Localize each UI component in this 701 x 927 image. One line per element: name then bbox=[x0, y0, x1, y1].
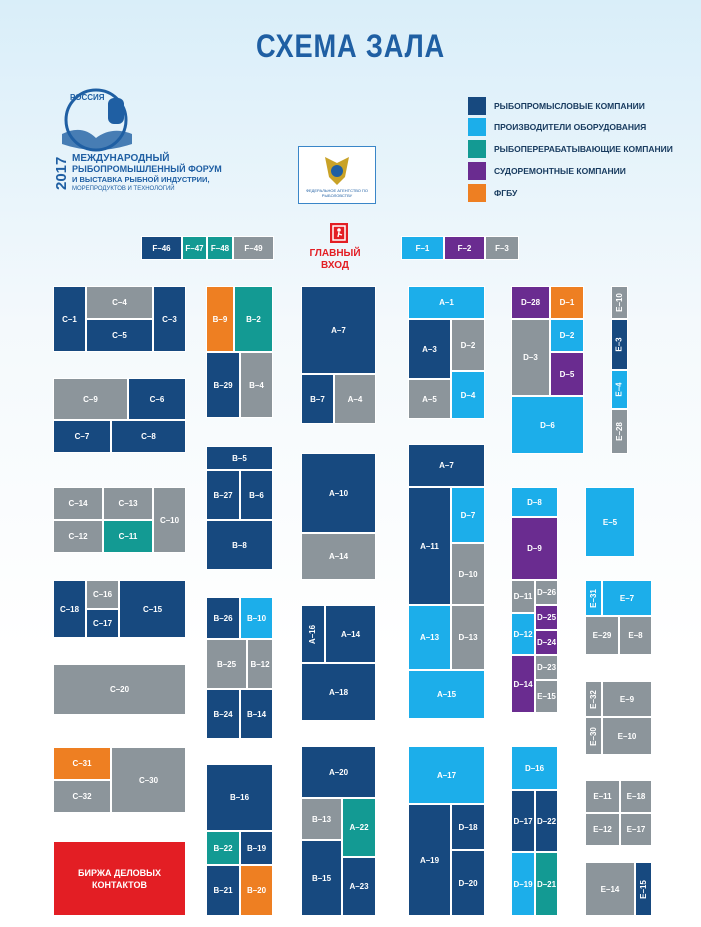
booth-label: E–3 bbox=[614, 337, 624, 352]
booth-label: B–21 bbox=[213, 886, 233, 895]
agency-name: ФЕДЕРАЛЬНОЕ АГЕНТСТВО ПО РЫБОЛОВСТВУ bbox=[305, 188, 369, 198]
booth[interactable] bbox=[206, 446, 273, 470]
agency-logo bbox=[298, 146, 376, 204]
booth-label: A–3 bbox=[422, 344, 437, 354]
booth[interactable] bbox=[247, 639, 273, 689]
legend-swatch bbox=[468, 162, 486, 180]
booth[interactable] bbox=[240, 689, 273, 739]
main-entrance bbox=[305, 248, 365, 272]
booth-label: D–23 bbox=[536, 663, 557, 672]
booth[interactable] bbox=[206, 865, 240, 916]
legend-item-processing bbox=[468, 140, 673, 158]
booth-label: B–22 bbox=[213, 843, 233, 853]
booth[interactable] bbox=[301, 663, 376, 721]
booth[interactable] bbox=[53, 420, 111, 453]
booth[interactable] bbox=[53, 378, 128, 420]
booth[interactable] bbox=[451, 543, 485, 605]
booth-label: A–16 bbox=[308, 624, 318, 644]
booth[interactable] bbox=[585, 780, 620, 813]
booth-label: D–20 bbox=[458, 878, 478, 888]
booth-label: C–15 bbox=[142, 604, 163, 614]
booth[interactable] bbox=[206, 286, 234, 352]
booth-label: E–12 bbox=[593, 825, 612, 834]
booth[interactable] bbox=[182, 236, 207, 260]
booth-label: E–15 bbox=[639, 879, 648, 899]
booth[interactable] bbox=[611, 286, 628, 319]
booth[interactable] bbox=[585, 487, 635, 557]
booth[interactable] bbox=[535, 630, 558, 655]
booth[interactable] bbox=[301, 533, 376, 580]
booth[interactable] bbox=[451, 605, 485, 670]
booth[interactable] bbox=[53, 520, 103, 553]
legend-label: РЫБОПЕРЕРАБАТЫВАЮЩИЕ КОМПАНИИ bbox=[494, 144, 673, 154]
booth[interactable] bbox=[511, 396, 584, 454]
forum-logo bbox=[52, 86, 252, 201]
booth[interactable] bbox=[444, 236, 485, 260]
booth-label: A–10 bbox=[328, 488, 349, 498]
booth-label: E–31 bbox=[589, 588, 598, 608]
booth[interactable] bbox=[550, 319, 584, 352]
booth-label: B–13 bbox=[311, 814, 332, 824]
legend-swatch bbox=[468, 118, 486, 136]
booth-label: F–49 bbox=[244, 243, 263, 253]
booth-label: B–26 bbox=[213, 613, 233, 623]
booth-label: A–14 bbox=[340, 629, 361, 639]
booth[interactable] bbox=[111, 420, 186, 453]
booth-label: E–7 bbox=[619, 593, 635, 603]
booth-label: C–10 bbox=[159, 515, 180, 525]
booth[interactable] bbox=[550, 286, 584, 319]
legend-swatch bbox=[468, 97, 486, 115]
booth-label: F–1 bbox=[415, 243, 430, 253]
legend-item-fishing bbox=[468, 97, 645, 115]
booth-label: A–20 bbox=[328, 767, 349, 777]
booth-label: A–11 bbox=[420, 541, 439, 551]
booth-label: A–4 bbox=[347, 394, 363, 404]
booth-label: E–10 bbox=[617, 731, 637, 741]
booth[interactable] bbox=[408, 605, 451, 670]
booth-label: C–31 bbox=[72, 759, 92, 768]
booth[interactable] bbox=[206, 689, 240, 739]
booth-label: C–17 bbox=[92, 619, 113, 628]
booth-label: E–10 bbox=[615, 293, 624, 312]
booth-label: D–7 bbox=[460, 510, 476, 520]
booth[interactable] bbox=[602, 717, 652, 755]
legend-label: РЫБОПРОМЫСЛОВЫЕ КОМПАНИИ bbox=[494, 101, 645, 111]
booth-label: D–26 bbox=[536, 588, 557, 597]
booth-label: D–11 bbox=[513, 592, 533, 601]
booth[interactable] bbox=[141, 236, 182, 260]
legend-swatch bbox=[468, 140, 486, 158]
booth-label: A–14 bbox=[328, 552, 349, 561]
booth-label: B–5 bbox=[232, 453, 247, 463]
booth[interactable] bbox=[206, 470, 240, 520]
booth[interactable] bbox=[585, 681, 602, 717]
logo-line-2: РЫБОПРОМЫШЛЕННЫЙ ФОРУМ bbox=[72, 164, 222, 174]
booth[interactable] bbox=[53, 286, 86, 352]
booth-label: B–4 bbox=[249, 380, 264, 390]
booth[interactable] bbox=[206, 639, 247, 689]
booth-label: A–22 bbox=[349, 823, 369, 832]
booth[interactable] bbox=[234, 286, 273, 352]
booth-label: E–29 bbox=[592, 631, 612, 640]
booth[interactable] bbox=[103, 520, 153, 553]
logo-line-4: МОРЕПРОДУКТОВ И ТЕХНОЛОГИЙ bbox=[72, 186, 175, 192]
booth-label: C–6 bbox=[149, 394, 165, 404]
booth-label: C–1 bbox=[62, 314, 77, 324]
booth-label: A–19 bbox=[419, 855, 440, 865]
booth[interactable] bbox=[611, 319, 628, 370]
booth-label: D–14 bbox=[513, 679, 533, 689]
booth-label: C–9 bbox=[83, 394, 98, 404]
booth-label: E–30 bbox=[589, 726, 598, 746]
booth[interactable] bbox=[620, 813, 652, 846]
business-exchange-booth[interactable] bbox=[53, 841, 186, 916]
booth-label: A–5 bbox=[422, 394, 437, 404]
logo-country: РОССИЯ bbox=[70, 93, 105, 102]
booth-label: B–8 bbox=[232, 540, 247, 550]
booth[interactable] bbox=[451, 371, 485, 419]
booth-label: D–25 bbox=[536, 613, 557, 622]
booth[interactable] bbox=[511, 517, 558, 580]
booth[interactable] bbox=[301, 286, 376, 374]
booth-label: E–18 bbox=[626, 792, 646, 801]
booth-label: D–8 bbox=[527, 497, 542, 507]
booth[interactable] bbox=[301, 453, 376, 533]
booth[interactable] bbox=[408, 319, 451, 379]
booth[interactable] bbox=[408, 746, 485, 804]
booth[interactable] bbox=[206, 352, 240, 418]
booth[interactable] bbox=[401, 236, 444, 260]
booth[interactable] bbox=[550, 352, 584, 396]
booth-label: B–10 bbox=[246, 613, 267, 623]
booth-label: C–20 bbox=[109, 685, 130, 694]
booth[interactable] bbox=[53, 487, 103, 520]
booth-label: C–8 bbox=[141, 432, 156, 441]
booth[interactable] bbox=[111, 747, 186, 813]
booth[interactable] bbox=[535, 852, 558, 916]
booth[interactable] bbox=[119, 580, 186, 638]
legend-label: СУДОРЕМОНТНЫЕ КОМПАНИИ bbox=[494, 166, 626, 176]
booth-label: C–16 bbox=[92, 590, 113, 599]
booth-label: C–30 bbox=[138, 775, 159, 785]
booth-label: E–15 bbox=[537, 692, 556, 701]
booth-label: D–2 bbox=[559, 331, 575, 340]
booth-label: E–14 bbox=[600, 884, 620, 894]
booth-label: E–11 bbox=[593, 792, 612, 801]
booth[interactable] bbox=[511, 613, 535, 655]
logo-line-3: И ВЫСТАВКА РЫБНОЙ ИНДУСТРИИ, bbox=[72, 175, 210, 184]
booth-label: F–47 bbox=[185, 243, 204, 253]
entrance-line-1: ГЛАВНЫЙ bbox=[309, 248, 361, 259]
booth-label: C–18 bbox=[59, 604, 80, 614]
booth-label: A–7 bbox=[439, 461, 454, 470]
booth-label: B–7 bbox=[310, 394, 325, 404]
booth-label: B–9 bbox=[212, 314, 228, 324]
booth[interactable] bbox=[602, 580, 652, 616]
booth-label: B–25 bbox=[216, 659, 237, 669]
legend-item-fgbu bbox=[468, 184, 517, 202]
booth[interactable] bbox=[408, 487, 451, 605]
booth[interactable] bbox=[408, 379, 451, 419]
booth[interactable] bbox=[511, 655, 535, 713]
booth-label: A–7 bbox=[331, 325, 346, 335]
booth-label: D–2 bbox=[460, 340, 476, 350]
booth-label: B–15 bbox=[311, 873, 332, 883]
booth-label: A–15 bbox=[436, 690, 457, 699]
booth-label: C–12 bbox=[68, 532, 88, 541]
booth-label: F–3 bbox=[495, 243, 509, 253]
booth[interactable] bbox=[301, 798, 342, 840]
booth-label: C–14 bbox=[68, 499, 88, 508]
booth-label: D–3 bbox=[523, 353, 538, 362]
booth-label: E–4 bbox=[614, 382, 624, 397]
booth-label: C–4 bbox=[112, 298, 127, 307]
legend-label: ПРОИЗВОДИТЕЛИ ОБОРУДОВАНИЯ bbox=[494, 122, 647, 132]
booth[interactable] bbox=[240, 352, 273, 418]
booth-label: D–24 bbox=[536, 638, 557, 647]
booth-label: B–19 bbox=[246, 843, 267, 853]
booth-label: БИРЖА ДЕЛОВЫХ КОНТАКТОВ bbox=[78, 867, 161, 890]
booth[interactable] bbox=[451, 804, 485, 850]
page-title: СХЕМА ЗАЛА bbox=[256, 28, 445, 64]
booth-label: F–48 bbox=[210, 243, 230, 253]
booth-label: F–2 bbox=[457, 243, 472, 253]
exit-icon bbox=[330, 223, 348, 243]
booth[interactable] bbox=[511, 852, 535, 916]
booth[interactable] bbox=[206, 831, 240, 865]
booth[interactable] bbox=[334, 374, 376, 424]
booth[interactable] bbox=[153, 487, 186, 553]
booth[interactable] bbox=[342, 798, 376, 857]
booth[interactable] bbox=[408, 804, 451, 916]
booth-label: F–46 bbox=[152, 243, 171, 253]
booth[interactable] bbox=[408, 286, 485, 319]
booth-label: C–11 bbox=[118, 532, 138, 541]
booth-label: B–14 bbox=[246, 709, 267, 719]
booth[interactable] bbox=[485, 236, 519, 260]
booth[interactable] bbox=[301, 605, 325, 663]
booth[interactable] bbox=[511, 319, 550, 396]
booth[interactable] bbox=[635, 862, 652, 916]
booth[interactable] bbox=[86, 286, 153, 319]
booth[interactable] bbox=[86, 609, 119, 638]
booth[interactable] bbox=[535, 655, 558, 680]
booth[interactable] bbox=[620, 780, 652, 813]
booth[interactable] bbox=[611, 409, 628, 454]
booth-label: B–2 bbox=[246, 314, 261, 324]
booth-label: C–13 bbox=[118, 499, 138, 508]
legend-item-equipment bbox=[468, 118, 646, 136]
booth[interactable] bbox=[53, 664, 186, 715]
booth-label: E–17 bbox=[626, 825, 646, 834]
booth[interactable] bbox=[585, 862, 635, 916]
booth-label: D–9 bbox=[527, 544, 542, 553]
booth[interactable] bbox=[535, 580, 558, 605]
booth[interactable] bbox=[103, 487, 153, 520]
booth[interactable] bbox=[86, 580, 119, 609]
booth[interactable] bbox=[153, 286, 186, 352]
booth-label: D–22 bbox=[536, 816, 557, 826]
booth[interactable] bbox=[535, 605, 558, 630]
booth-label: D–6 bbox=[540, 420, 555, 430]
booth[interactable] bbox=[451, 850, 485, 916]
booth-label: D–21 bbox=[536, 879, 557, 889]
logo-year: 2017 bbox=[53, 156, 70, 190]
booth[interactable] bbox=[451, 487, 485, 543]
booth-label: B–24 bbox=[213, 709, 233, 719]
booth[interactable] bbox=[408, 444, 485, 487]
booth[interactable] bbox=[511, 790, 535, 852]
booth[interactable] bbox=[535, 680, 558, 713]
booth-label: E–8 bbox=[628, 631, 643, 640]
booth-label: D–17 bbox=[513, 816, 533, 826]
booth[interactable] bbox=[511, 286, 550, 319]
booth-label: B–20 bbox=[246, 886, 267, 895]
booth-label: E–9 bbox=[619, 694, 635, 704]
legend-label: ФГБУ bbox=[494, 188, 518, 198]
booth[interactable] bbox=[511, 746, 558, 790]
booth[interactable] bbox=[233, 236, 274, 260]
booth-label: A–18 bbox=[328, 687, 349, 697]
booth[interactable] bbox=[585, 813, 620, 846]
booth[interactable] bbox=[240, 470, 273, 520]
booth-label: E–32 bbox=[589, 689, 598, 709]
booth[interactable] bbox=[207, 236, 233, 260]
logo-line-1: МЕЖДУНАРОДНЫЙ bbox=[72, 153, 170, 164]
booth[interactable] bbox=[240, 597, 273, 639]
booth-label: E–28 bbox=[615, 422, 624, 441]
legend-item-ship bbox=[468, 162, 626, 180]
booth[interactable] bbox=[240, 831, 273, 865]
booth[interactable] bbox=[511, 580, 535, 613]
booth-label: B–16 bbox=[229, 793, 250, 802]
booth-label: A–1 bbox=[439, 298, 454, 307]
booth-label: C–5 bbox=[112, 331, 127, 340]
booth-label: D–18 bbox=[458, 822, 478, 832]
booth-label: C–7 bbox=[74, 432, 90, 441]
booth[interactable] bbox=[53, 580, 86, 638]
booth-label: B–27 bbox=[213, 490, 233, 500]
booth-label: C–32 bbox=[72, 792, 92, 801]
booth[interactable] bbox=[585, 717, 602, 755]
booth-label: A–17 bbox=[436, 770, 457, 780]
entrance-line-2: ВХОД bbox=[320, 260, 350, 271]
booth[interactable] bbox=[206, 520, 273, 570]
booth-label: D–4 bbox=[460, 390, 476, 400]
booth[interactable] bbox=[128, 378, 186, 420]
booth[interactable] bbox=[451, 319, 485, 371]
booth[interactable] bbox=[53, 747, 111, 780]
booth[interactable] bbox=[408, 670, 485, 719]
booth[interactable] bbox=[342, 857, 376, 916]
booth[interactable] bbox=[585, 616, 619, 655]
booth-label: D–10 bbox=[458, 569, 478, 579]
booth[interactable] bbox=[602, 681, 652, 717]
booth[interactable] bbox=[301, 746, 376, 798]
booth-label: D–19 bbox=[513, 879, 533, 889]
booth[interactable] bbox=[535, 790, 558, 852]
booth-label: B–29 bbox=[213, 380, 233, 390]
booth-label: D–12 bbox=[513, 629, 533, 639]
booth[interactable] bbox=[206, 597, 240, 639]
booth-label: D–5 bbox=[559, 369, 575, 379]
booth[interactable] bbox=[240, 865, 273, 916]
legend-swatch bbox=[468, 184, 486, 202]
booth[interactable] bbox=[585, 580, 602, 616]
booth-label: D–28 bbox=[520, 298, 541, 307]
booth[interactable] bbox=[325, 605, 376, 663]
booth[interactable] bbox=[511, 487, 558, 517]
booth-label: A–13 bbox=[419, 633, 440, 642]
booth-label: D–13 bbox=[458, 633, 478, 642]
booth-label: B–6 bbox=[249, 490, 264, 500]
booth[interactable] bbox=[301, 840, 342, 916]
booth-label: D–16 bbox=[524, 763, 545, 773]
booth-label: D–1 bbox=[559, 298, 575, 307]
booth-label: E–5 bbox=[602, 517, 618, 527]
booth[interactable] bbox=[53, 780, 111, 813]
booth-label: A–23 bbox=[349, 882, 369, 891]
booth-label: C–3 bbox=[162, 314, 177, 324]
booth[interactable] bbox=[206, 764, 273, 831]
booth-label: B–12 bbox=[250, 659, 270, 669]
booth[interactable] bbox=[86, 319, 153, 352]
booth[interactable] bbox=[619, 616, 652, 655]
booth[interactable] bbox=[301, 374, 334, 424]
booth[interactable] bbox=[611, 370, 628, 409]
